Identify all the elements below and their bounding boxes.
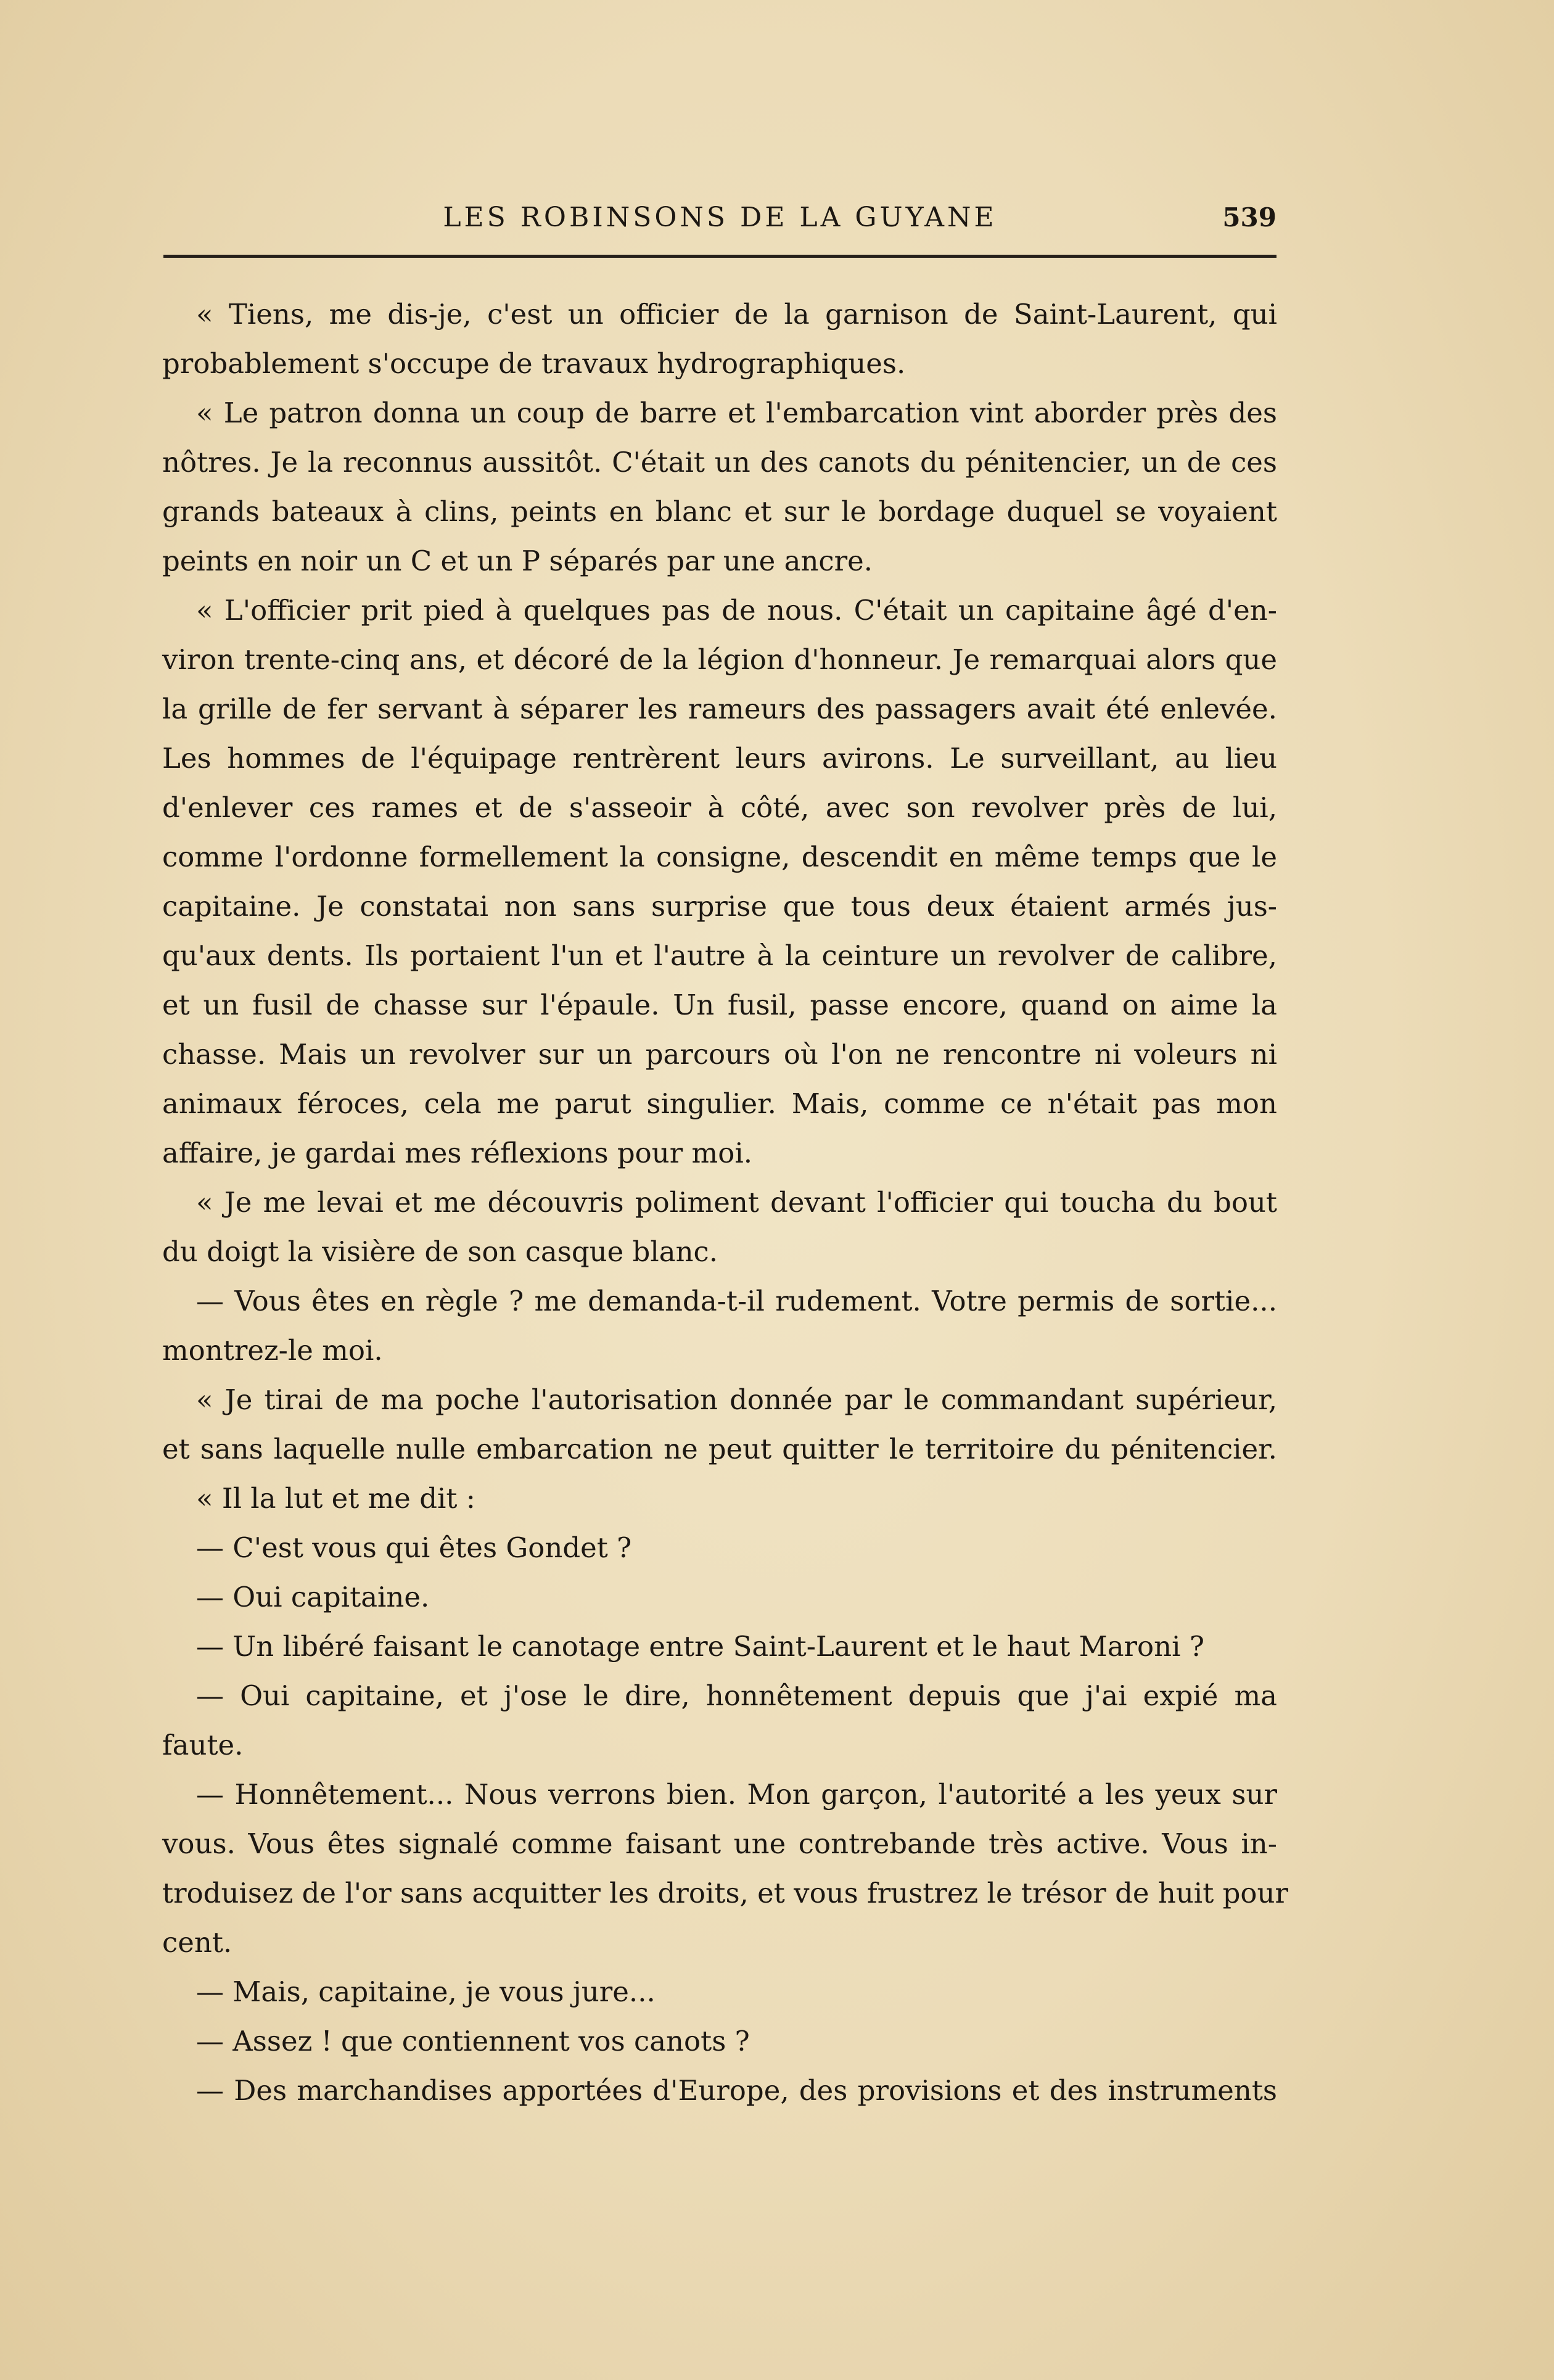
text-line: animaux féroces, cela me parut singulier. Mais, comme ce n'était pas mon <box>162 1087 1277 1120</box>
text-line: Les hommes de l'équipage rentrèrent leurs avirons. Le surveillant, au lieu <box>162 742 1277 775</box>
body-text <box>162 290 1288 2115</box>
text-line: « Le patron donna un coup de barre et l'embarcation vint aborder près des <box>196 397 1277 429</box>
text-line: probablement s'occupe de travaux hydrographiques. <box>162 347 906 380</box>
text-line: d'enlever ces rames et de s'asseoir à côté, avec son revolver près de lui, <box>162 791 1277 824</box>
text-line: — Mais, capitaine, je vous jure... <box>196 1975 656 2008</box>
text-line: — Oui capitaine. <box>196 1581 430 1613</box>
text-line: — C'est vous qui êtes Gondet ? <box>196 1531 632 1564</box>
text-line: peints en noir un C et un P séparés par une ancre. <box>162 545 873 577</box>
page-number: 539 <box>1222 202 1276 233</box>
text-line: cent. <box>162 1926 232 1959</box>
text-line: — Honnêtement... Nous verrons bien. Mon garçon, l'autorité a les yeux sur <box>196 1778 1277 1811</box>
text-line: « L'officier prit pied à quelques pas de nous. C'était un capitaine âgé d'en- <box>196 594 1277 627</box>
text-line: la grille de fer servant à séparer les rameurs des passagers avait été enlevée. <box>162 693 1277 725</box>
text-line: grands bateaux à clins, peints en blanc et sur le bordage duquel se voyaient <box>162 495 1277 528</box>
header-rule <box>163 255 1276 258</box>
text-line: — Vous êtes en règle ? me demanda-t-il rudement. Votre permis de sortie... <box>196 1285 1277 1317</box>
text-line: qu'aux dents. Ils portaient l'un et l'autre à la ceinture un revolver de calibre, <box>162 939 1277 972</box>
text-line: troduisez de l'or sans acquitter les droits, et vous frustrez le trésor de huit pour <box>162 1877 1288 1909</box>
text-line: « Je me levai et me découvris poliment devant l'officier qui toucha du bout <box>196 1186 1277 1219</box>
text-line: — Un libéré faisant le canotage entre Saint-Laurent et le haut Maroni ? <box>196 1630 1204 1663</box>
running-head <box>163 196 1276 239</box>
text-line: comme l'ordonne formellement la consigne, descendit en même temps que le <box>162 841 1277 873</box>
text-line: — Assez ! que contiennent vos canots ? <box>196 2025 750 2057</box>
text-line: montrez-le moi. <box>162 1334 383 1367</box>
text-line: — Des marchandises apportées d'Europe, des provisions et des instruments <box>196 2074 1277 2107</box>
text-line: capitaine. Je constatai non sans surprise que tous deux étaient armés jus- <box>162 890 1277 923</box>
text-line: faute. <box>162 1729 244 1761</box>
text-line: affaire, je gardai mes réflexions pour moi. <box>162 1137 753 1169</box>
text-line: chasse. Mais un revolver sur un parcours où l'on ne rencontre ni voleurs ni <box>162 1038 1277 1071</box>
text-line: et un fusil de chasse sur l'épaule. Un fusil, passe encore, quand on aime la <box>162 989 1277 1021</box>
text-line: du doigt la visière de son casque blanc. <box>162 1235 718 1268</box>
running-title: LES ROBINSONS DE LA GUYANE <box>443 202 997 233</box>
text-line: et sans laquelle nulle embarcation ne peut quitter le territoire du pénitencier. <box>162 1433 1277 1465</box>
text-line: nôtres. Je la reconnus aussitôt. C'était un des canots du pénitencier, un de ces <box>162 446 1277 479</box>
text-line: « Je tirai de ma poche l'autorisation donnée par le commandant supérieur, <box>196 1383 1277 1416</box>
text-line: — Oui capitaine, et j'ose le dire, honnêtement depuis que j'ai expié ma <box>196 1679 1277 1712</box>
text-line: vous. Vous êtes signalé comme faisant une contrebande très active. Vous in- <box>162 1827 1277 1860</box>
text-line: viron trente-cinq ans, et décoré de la légion d'honneur. Je remarquai alors que <box>162 643 1277 676</box>
text-line: « Il la lut et me dit : <box>196 1482 475 1515</box>
text-line: « Tiens, me dis-je, c'est un officier de la garnison de Saint-Laurent, qui <box>196 298 1277 331</box>
